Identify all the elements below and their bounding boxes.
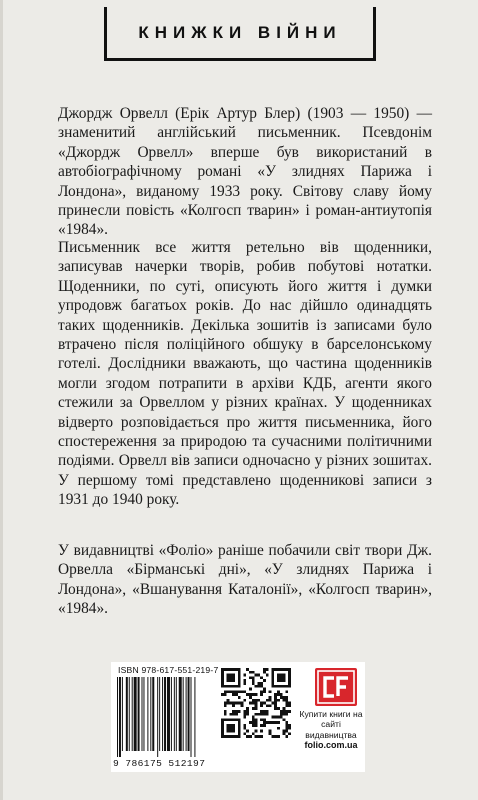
publisher-website-link[interactable]: folio.com.ua [304, 740, 358, 751]
qr-code[interactable] [221, 668, 291, 738]
barcode-panel [111, 662, 365, 772]
cover-spine-edge [0, 0, 3, 800]
folio-logo-icon [315, 668, 357, 706]
buy-online-promo [297, 709, 365, 751]
series-title-box [104, 7, 376, 61]
ean-digits: 9 786175 512197 [113, 758, 206, 769]
author-bio-paragraph: Джордж Орвелл (Ерік Артур Блер) (1903 — 1950) — знаменитий англійський письменник. Псевдонім «Джордж Орвелл» вперше був використаний в автобіографічному романі «У злиднях Парижа і Лондона», виданому 1933 року. Світову славу йому принесли повість «Колгосп тварин» і роман-антиутопія «1984». [58, 105, 432, 239]
series-title: КНИЖКИ ВІЙНИ [138, 22, 342, 42]
promo-text: Купити книги на сайті видавництва [299, 709, 363, 740]
diaries-description-paragraph: Письменник все життя ретельно вів щоденники, записував начерки творів, робив побутові нотатки. Щоденники, по суті, описують його життя і думки упродовж багатьох років. До нас дійшло одинадцять таких щоденників. Декілька зошитів із записами було втрачено після поліційного обшуку в барселонському готелі. Дослідники вважають, що частина щоденників могли згодом потрапити в архіви КДБ, агенти якого стежили за Орвеллом у різних країнах. У щоденниках відверто розповідається про життя письменника, його спостереження за природою та сучасними політичними подіями. Орвелл вів записи одночасно у різних зошитах. У першому томі представлено щоденникові записи з 1931 до 1940 року. [58, 239, 432, 509]
isbn-label: ISBN 978-617-551-219-7 [118, 665, 219, 675]
ean-barcode [115, 677, 215, 757]
other-works-paragraph: У видавництві «Фоліо» раніше побачили світ твори Дж. Орвелла «Бірманські дні», «У злиднях Парижа і Лондона», «Вшанування Каталонії», «Колгосп тварин», «1984». [58, 542, 432, 618]
